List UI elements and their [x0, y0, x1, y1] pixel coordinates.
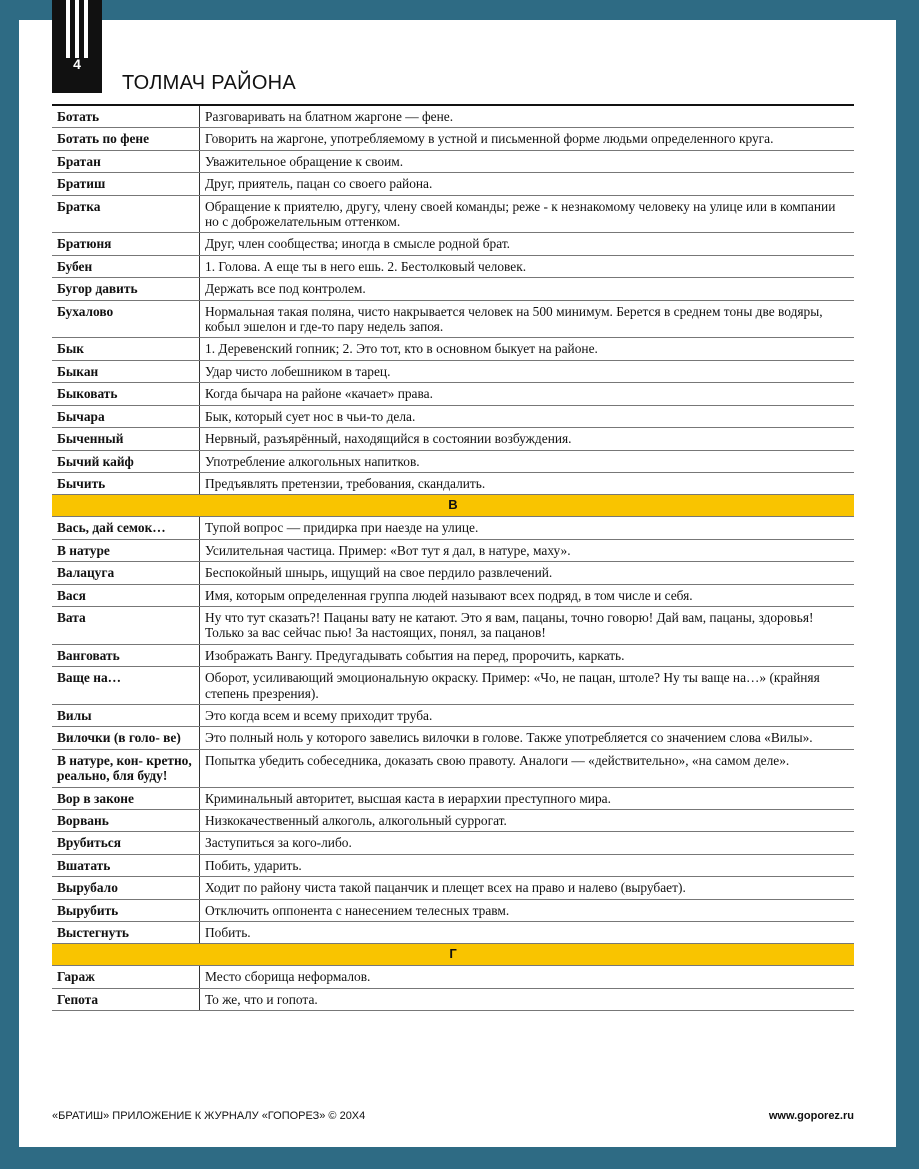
term-cell: Бычить — [52, 472, 200, 494]
dictionary-row — [52, 405, 854, 427]
term-cell: Вась, дай семок… — [52, 517, 200, 539]
definition-cell: Уважительное обращение к своим. — [200, 150, 855, 172]
dictionary-row — [52, 966, 854, 988]
term-cell: Быковать — [52, 383, 200, 405]
dictionary-row — [52, 832, 854, 854]
term-cell: Бычара — [52, 405, 200, 427]
definition-cell: Разговаривать на блатном жаргоне — фене. — [200, 105, 855, 128]
definition-cell: Место сборища неформалов. — [200, 966, 855, 988]
tab-stripe — [75, 0, 79, 58]
term-cell: Ваще на… — [52, 667, 200, 705]
definition-cell: Обращение к приятелю, другу, члену своей команды; реже - к незнакомому человеку на улице или в компании но с доброжелательным оттенком. — [200, 195, 855, 233]
definition-cell: Ну что тут сказать?! Пацаны вату не катают. Это я вам, пацаны, точно говорю! Дай вам, пацаны, здоровья! Только за вас сейчас пью! За настоящих, понял, за пацанов! — [200, 606, 855, 644]
definition-cell: Побить. — [200, 922, 855, 944]
dictionary-row — [52, 383, 854, 405]
definition-cell: Когда бычара на районе «качает» права. — [200, 383, 855, 405]
definition-cell: Друг, приятель, пацан со своего района. — [200, 173, 855, 195]
definition-cell: Побить, ударить. — [200, 854, 855, 876]
term-cell: Братан — [52, 150, 200, 172]
dictionary-row — [52, 195, 854, 233]
term-cell: Вырубало — [52, 877, 200, 899]
dictionary-row — [52, 105, 854, 128]
definition-cell: Это когда всем и всему приходит труба. — [200, 704, 855, 726]
definition-cell: Заступиться за кого-либо. — [200, 832, 855, 854]
term-cell: Вшатать — [52, 854, 200, 876]
definition-cell: Нормальная такая поляна, чисто накрывается человек на 500 минимум. Берется в среднем тоны две водяры, кобыл эшелон и где-то пару недель запоя. — [200, 300, 855, 338]
definition-cell: Криминальный авторитет, высшая каста в иерархии преступного мира. — [200, 787, 855, 809]
definition-cell: Бык, который сует нос в чьи-то дела. — [200, 405, 855, 427]
term-cell: Вата — [52, 606, 200, 644]
definition-cell: То же, что и гопота. — [200, 988, 855, 1010]
term-cell: Врубиться — [52, 832, 200, 854]
dictionary-row — [52, 128, 854, 150]
dictionary-row — [52, 233, 854, 255]
dictionary-row — [52, 704, 854, 726]
term-cell: Братиш — [52, 173, 200, 195]
definition-cell: Тупой вопрос — придирка при наезде на улице. — [200, 517, 855, 539]
definition-cell: Усилительная частица. Пример: «Вот тут я дал, в натуре, маху». — [200, 539, 855, 561]
definition-cell: Оборот, усиливающий эмоциональную окраску. Пример: «Чо, не пацан, штоле? Ну ты ваще на…» (крайняя степень презрения). — [200, 667, 855, 705]
term-cell: Вырубить — [52, 899, 200, 921]
term-cell: Вилочки (в голо- ве) — [52, 727, 200, 749]
term-cell: Ванговать — [52, 644, 200, 666]
dictionary-row — [52, 877, 854, 899]
page-title: ТОЛМАЧ РАЙОНА — [122, 72, 297, 94]
term-cell: Бубен — [52, 255, 200, 277]
definition-cell: Имя, которым определенная группа людей называют всех подряд, в том числе и себя. — [200, 584, 855, 606]
dictionary-row — [52, 300, 854, 338]
dictionary-row — [52, 450, 854, 472]
dictionary-row — [52, 150, 854, 172]
dictionary-row — [52, 338, 854, 360]
dictionary-row — [52, 428, 854, 450]
letter-heading: В — [52, 495, 854, 517]
dictionary-row — [52, 810, 854, 832]
term-cell: Бугор давить — [52, 278, 200, 300]
dictionary-row — [52, 584, 854, 606]
term-cell: Бухалово — [52, 300, 200, 338]
term-cell: Быченный — [52, 428, 200, 450]
tab-stripe — [66, 0, 70, 58]
term-cell: Бычий кайф — [52, 450, 200, 472]
definition-cell: Это полный ноль у которого завелись вилочки в голове. Также употребляется со значением слова «Вилы». — [200, 727, 855, 749]
term-cell: Гепота — [52, 988, 200, 1010]
footer-copyright: «БРАТИШ» ПРИЛОЖЕНИЕ К ЖУРНАЛУ «ГОПОРЕЗ» © 20Х4 — [52, 1110, 366, 1122]
term-cell: Вилы — [52, 704, 200, 726]
dictionary-row — [52, 562, 854, 584]
term-cell: Ботать по фене — [52, 128, 200, 150]
dictionary-row — [52, 255, 854, 277]
dictionary-row — [52, 899, 854, 921]
dictionary-row — [52, 727, 854, 749]
definition-cell: 1. Голова. А еще ты в него ешь. 2. Бестолковый человек. — [200, 255, 855, 277]
dictionary-row — [52, 173, 854, 195]
dictionary-table — [52, 104, 854, 1011]
term-cell: Братка — [52, 195, 200, 233]
definition-cell: Попытка убедить собеседника, доказать свою правоту. Аналоги — «действительно», «на самом деле». — [200, 749, 855, 787]
definition-cell: Низкокачественный алкоголь, алкогольный суррогат. — [200, 810, 855, 832]
dictionary-row — [52, 922, 854, 944]
definition-cell: Изображать Вангу. Предугадывать события на перед, пророчить, каркать. — [200, 644, 855, 666]
definition-cell: Предъявлять претензии, требования, скандалить. — [200, 472, 855, 494]
term-cell: В натуре, кон- кретно, реально, бля буду! — [52, 749, 200, 787]
dictionary-row — [52, 667, 854, 705]
definition-cell: Нервный, разъярённый, находящийся в состоянии возбуждения. — [200, 428, 855, 450]
dictionary-row — [52, 360, 854, 382]
term-cell: Выстегнуть — [52, 922, 200, 944]
dictionary-row — [52, 278, 854, 300]
term-cell: Быкан — [52, 360, 200, 382]
term-cell: Вор в законе — [52, 787, 200, 809]
tab-stripe — [84, 0, 88, 58]
definition-cell: 1. Деревенский гопник; 2. Это тот, кто в основном быкует на районе. — [200, 338, 855, 360]
dictionary-row — [52, 606, 854, 644]
dictionary-row — [52, 988, 854, 1010]
definition-cell: Беспокойный шнырь, ищущий на свое пердило развлечений. — [200, 562, 855, 584]
dictionary-row — [52, 472, 854, 494]
dictionary-row — [52, 854, 854, 876]
page-number-tab — [52, 0, 102, 93]
term-cell: Гараж — [52, 966, 200, 988]
letter-heading: Г — [52, 944, 854, 966]
letter-divider — [52, 495, 854, 517]
term-cell: Валацуга — [52, 562, 200, 584]
definition-cell: Удар чисто лобешником в тарец. — [200, 360, 855, 382]
dictionary-row — [52, 787, 854, 809]
dictionary-row — [52, 517, 854, 539]
definition-cell: Говорить на жаргоне, употребляемому в устной и письменной форме людьми определенного круга. — [200, 128, 855, 150]
definition-cell: Держать все под контролем. — [200, 278, 855, 300]
term-cell: Вася — [52, 584, 200, 606]
term-cell: В натуре — [52, 539, 200, 561]
definition-cell: Друг, член сообщества; иногда в смысле родной брат. — [200, 233, 855, 255]
term-cell: Ворвань — [52, 810, 200, 832]
term-cell: Бык — [52, 338, 200, 360]
dictionary-row — [52, 749, 854, 787]
dictionary-row — [52, 644, 854, 666]
definition-cell: Употребление алкогольных напитков. — [200, 450, 855, 472]
term-cell: Ботать — [52, 105, 200, 128]
page-number: 4 — [73, 56, 81, 72]
footer-website-link[interactable]: www.goporez.ru — [768, 1110, 854, 1122]
definition-cell: Ходит по району чиста такой пацанчик и плещет всех на право и налево (вырубает). — [200, 877, 855, 899]
term-cell: Братюня — [52, 233, 200, 255]
definition-cell: Отключить оппонента с нанесением телесных травм. — [200, 899, 855, 921]
letter-divider — [52, 944, 854, 966]
dictionary-row — [52, 539, 854, 561]
